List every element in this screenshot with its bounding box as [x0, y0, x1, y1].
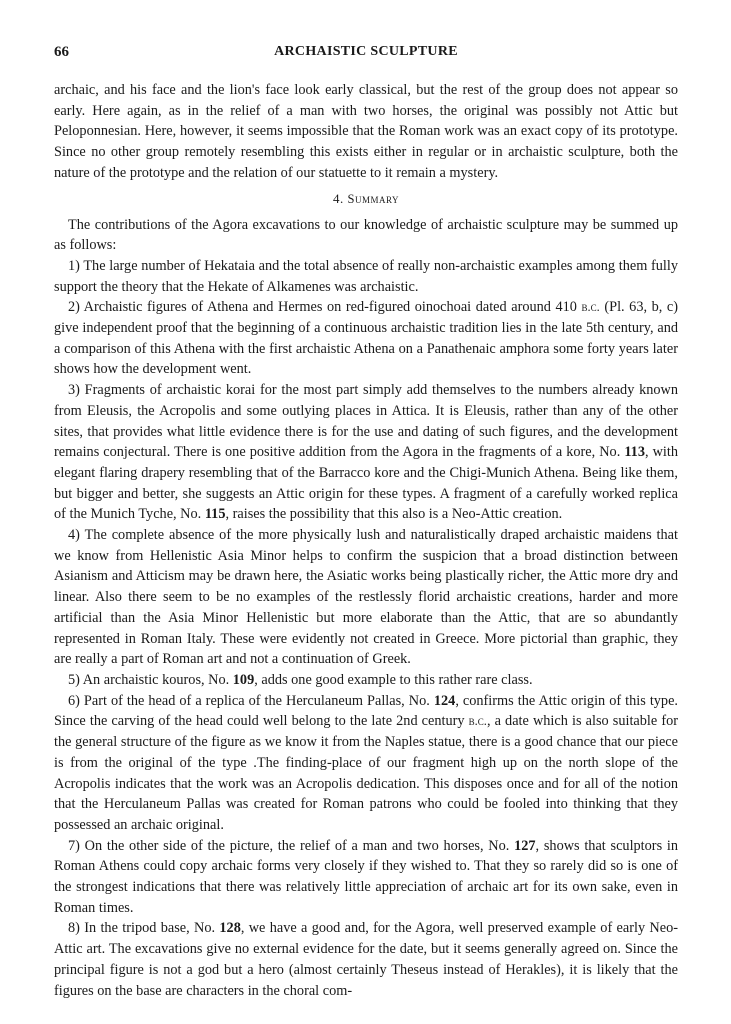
- text-span: 3) Fragments of archaistic korai for the most part simply add themselves to the numbers already known from Eleusis, the Acropolis and some outlying places in Attica. It is Eleusis, rather than any of the other sites, that provides what little evidence there is for the use and dating of such figures, and the development remains conjectural. There is one positive addition from the Agora in the fragments of a kore, No.: [54, 382, 678, 461]
- summary-item-6: [54, 691, 678, 836]
- body-text: [54, 80, 678, 1001]
- text-span: 8) In the tripod base, No.: [68, 920, 216, 937]
- text-span: , confirms the Attic origin of this type. Since the carving of the head could well belong to the late 2nd century: [54, 692, 679, 730]
- catalogue-number: 113: [624, 444, 645, 461]
- summary-item-1: 1) The large number of Hekataia and the total absence of really non-archaistic examples among them fully support the theory that the Hekate of Alkamenes was archaistic.: [54, 257, 678, 295]
- page-header: [54, 44, 678, 66]
- opening-paragraph: archaic, and his face and the lion's face look early classical, but the rest of the group does not appear so early. Here again, as in the relief of a man with two horses, the original was possibly not Attic but Peloponnesian. Here, however, it seems impossible that the Roman work was an exact copy of its prototype. Since no other group remotely resembling this exists either in regular or in archaistic sculpture, both the nature of the prototype and the relation of our statuette to it remain a mystery.: [54, 82, 678, 181]
- summary-item-8: [54, 918, 678, 1001]
- text-span: , shows that sculptors in Roman Athens could copy archaic forms very closely if they wished to. That they so rarely did so is one of the strongest indications that there was relatively little appreciation of archaic art for its own sake, even in Roman times.: [54, 837, 678, 916]
- text-span: , raises the possibility that this also is a Neo-Attic creation.: [225, 506, 563, 523]
- summary-item-2: [54, 297, 678, 380]
- catalogue-number: 128: [219, 920, 241, 937]
- text-span: , adds one good example to this rather rare class.: [254, 671, 533, 688]
- intro-paragraph: The contributions of the Agora excavations to our knowledge of archaistic sculpture may be summed up as follows:: [54, 216, 678, 254]
- text-span: 6) Part of the head of a replica of the Herculaneum Pallas, No.: [68, 692, 430, 709]
- running-head: ARCHAISTIC SCULPTURE: [274, 44, 458, 59]
- catalogue-number: 124: [433, 692, 456, 709]
- catalogue-number: 127: [514, 837, 536, 854]
- text-span: 7) On the other side of the picture, the relief of a man and two horses, No.: [68, 837, 510, 854]
- catalogue-number: 115: [204, 506, 226, 523]
- summary-item-7: [54, 836, 678, 919]
- text-span: , with elegant flaring drapery resembling that of the Barracco kore and the Chigi-Munich Athena. Being like them, but bigger and better, she suggests an Attic origin for these types. A fragment of a carefully worked replica of the Munich Tyche, No.: [54, 444, 678, 523]
- section-heading: [54, 187, 678, 211]
- text-span: , we have a good and, for the Agora, well preserved example of early Neo-Attic art. The excavations give no external evidence for the date, but it seems generally agreed on. Since the principal figure is not a god but a hero (almost certainly Theseus instead of Herakles), it is likely that the figures on the base are characters in the choral com-: [54, 920, 679, 999]
- catalogue-number: 109: [232, 671, 255, 688]
- page-number: 66: [54, 44, 69, 60]
- summary-item-5: [54, 670, 678, 691]
- text-span: (Pl. 63, b, c) give independent proof that the beginning of a continuous archaistic tradition lies in the late 5th century, and a comparison of this Athena with the first archaistic Athena on a Panathenaic amphora some forty years later shows how the development went.: [54, 299, 679, 378]
- section-title: Summary: [347, 191, 399, 206]
- text-span: 2) Archaistic figures of Athena and Hermes on red-figured oinochoai dated around 410: [68, 299, 577, 316]
- text-span: 5) An archaistic kouros, No.: [68, 671, 230, 688]
- text-span: , a date which is also suitable for the general structure of the figure as we know it from the Naples statue, there is a good chance that our piece is from the original of the type .The finding-place of our fragment high up on the north slope of the Acropolis indicates that the work was an Acropolis dedication. This disposes once and for all of the notion that the Herculaneum Pallas was created for Roman patrons who could be fooled into thinking that they possessed an archaic original.: [54, 713, 678, 833]
- summary-item-4: 4) The complete absence of the more physically lush and naturalistically draped archaistic maidens that we know from Hellenistic Asia Minor helps to confirm the suspicion that a broad distinction between Asianism and Atticism may be drawn here, the Asiatic works being plastically richer, the Attic more dry and linear. Also there seem to be no examples of the restlessly florid archaistic creations, harder and more artificial than the Asia Minor Hellenistic but more elaborate than the Attic, that are so abundantly represented in Roman Italy. These were evidently not created in Greece. More pictorial than graphic, they are really a part of Roman art and not a continuation of Greek.: [54, 527, 678, 668]
- section-number: 4.: [333, 190, 344, 206]
- era-abbreviation: b.c.: [581, 300, 600, 315]
- era-abbreviation: b.c.: [468, 714, 487, 729]
- summary-item-3: [54, 380, 678, 525]
